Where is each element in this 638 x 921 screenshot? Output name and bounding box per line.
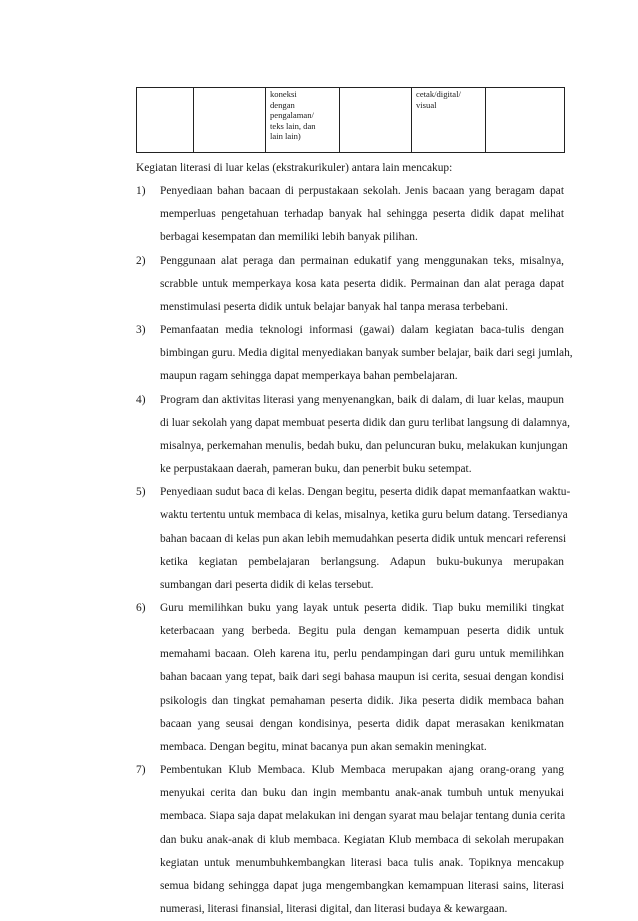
table-cell-line: dengan bbox=[270, 99, 295, 110]
list-item-line: bimbingan guru. Media digital menyediakan banyak sumber belajar, baik dari segi jumlah, bbox=[160, 347, 573, 360]
list-item-number: 4) bbox=[136, 393, 146, 406]
list-item-line: Penggunaan alat peraga dan permainan edukatif yang menggunakan teks, misalnya, bbox=[160, 254, 564, 267]
list-item-line: memperluas pengetahuan terhadap banyak hal sehingga peserta didik dapat melihat bbox=[160, 208, 564, 221]
list-item-line: Pemanfaatan media teknologi informasi (gawai) dalam kegiatan baca-tulis dengan bbox=[160, 324, 564, 337]
list-item bbox=[136, 319, 573, 388]
list-item-line: menyukai cerita dan buku dan ingin membantu anak-anak tumbuh untuk menyukai bbox=[160, 787, 564, 800]
list-item-line: misalnya, perkemahan menulis, bedah buku, dan peluncuran buku, melakukan kunjungan bbox=[160, 439, 568, 452]
list-item-line: bacaan yang seusai dengan kondisinya, peserta didik dapat merasakan kenikmatan bbox=[160, 717, 564, 730]
table-cell-line: teks lain, dan bbox=[270, 120, 316, 131]
table-cell bbox=[412, 88, 486, 153]
list-item-line: dan buku anak-anak di klub membaca. Kegiatan Klub membaca di sekolah merupakan bbox=[160, 833, 564, 846]
table-cell-line: visual bbox=[416, 99, 437, 110]
list-item-line: ke perpustakaan daerah, pameran buku, dan penerbit buku setempat. bbox=[160, 463, 472, 476]
table-cell-line: pengalaman/ bbox=[270, 110, 314, 121]
list-item-line: Program dan aktivitas literasi yang menyenangkan, baik di dalam, di luar kelas, maupun bbox=[160, 393, 564, 406]
list-item-line: numerasi, literasi finansial, literasi digital, dan literasi budaya & kewargaan. bbox=[160, 903, 508, 915]
table-row bbox=[137, 88, 565, 153]
list-item bbox=[136, 759, 564, 921]
list-item-number: 1) bbox=[136, 185, 146, 198]
table-fragment bbox=[136, 87, 565, 153]
list-item-line: membaca. Dengan begitu, minat bacanya pun akan semakin meningkat. bbox=[160, 740, 487, 753]
list-item-line: psikologis dan tingkat pemahaman peserta didik. Jika peserta didik membaca bahan bbox=[160, 694, 564, 707]
list-item-line: sumbangan dari peserta didik di kelas tersebut. bbox=[160, 578, 374, 591]
list-item-line: Pembentukan Klub Membaca. Klub Membaca merupakan ajang orang-orang yang bbox=[160, 764, 564, 777]
table-cell-line: lain lain) bbox=[270, 131, 301, 142]
list-item-line: scrabble untuk memperkaya kosa kata peserta didik. Permainan dan alat peraga dapat bbox=[160, 277, 564, 290]
intro-paragraph: Kegiatan literasi di luar kelas (ekstrakurikuler) antara lain mencakup: bbox=[136, 162, 453, 174]
numbered-list bbox=[136, 180, 573, 921]
list-item bbox=[136, 481, 571, 597]
list-item-line: membaca. Siapa saja dapat melakukan ini dengan syarat mau belajar tentang dunia cerita bbox=[160, 810, 566, 823]
list-item-number: 3) bbox=[136, 324, 146, 337]
list-item bbox=[136, 389, 570, 482]
list-item-line: Guru memilihkan buku yang layak untuk peserta didik. Tiap buku memiliki tingkat bbox=[160, 601, 564, 614]
list-item-number: 7) bbox=[136, 764, 146, 777]
table-cell bbox=[340, 88, 412, 153]
table-cell bbox=[486, 88, 565, 153]
list-item-line: waktu tertentu untuk membaca di kelas, misalnya, ketika guru belum datang. Tersedianya bbox=[160, 509, 568, 522]
table-cell bbox=[266, 88, 340, 153]
list-item-line: Penyediaan bahan bacaan di perpustakaan sekolah. Jenis bacaan yang beragam dapat bbox=[160, 185, 564, 198]
list-item-line: di luar sekolah yang dapat membuat peserta didik dan guru terlibat langsung di dalamnya, bbox=[160, 416, 570, 429]
table-cell-line: koneksi bbox=[270, 89, 297, 99]
list-item-number: 6) bbox=[136, 601, 146, 614]
list-item-line: Penyediaan sudut baca di kelas. Dengan begitu, peserta didik dapat memanfaatkan waktu- bbox=[160, 486, 571, 499]
list-item-line: memahami bacaan. Oleh karena itu, perlu pendampingan dari guru untuk memilihkan bbox=[160, 648, 564, 661]
list-item-line: maupun ragam sehingga dapat memperkaya bahan pembelajaran. bbox=[160, 370, 458, 383]
body-text bbox=[136, 157, 573, 921]
list-item-line: semua bidang sehingga dapat juga mengembangkan kemampuan literasi sains, literasi bbox=[160, 879, 564, 892]
list-item-line: kegiatan untuk menumbuhkembangkan literasi baca tulis anak. Topiknya mencakup bbox=[160, 856, 564, 869]
table-cell-line: cetak/digital/ bbox=[416, 89, 461, 99]
table-cell bbox=[137, 88, 194, 153]
list-item-line: menstimulasi peserta didik untuk belajar banyak hal tanpa merasa terbebani. bbox=[160, 300, 508, 313]
list-item-line: bahan bacaan di kelas pun akan lebih memudahkan peserta didik untuk mencari referensi bbox=[160, 532, 567, 545]
list-item-line: ketika kegiatan pembelajaran berlangsung. Adapun buku-bukunya merupakan bbox=[160, 555, 564, 568]
list-item-line: berbagai kesempatan dan memiliki lebih banyak pilihan. bbox=[160, 231, 418, 244]
list-item bbox=[136, 250, 564, 319]
list-item-line: bahan bacaan yang tepat, baik dari segi bahasa maupun isi cerita, sesuai dengan kondisi bbox=[160, 671, 564, 684]
table-cell bbox=[194, 88, 266, 153]
list-item bbox=[136, 597, 564, 759]
list-item bbox=[136, 180, 564, 249]
list-item-line: keterbacaan yang berbeda. Begitu pula dengan kemampuan peserta didik untuk bbox=[160, 625, 564, 638]
list-item-number: 2) bbox=[136, 254, 146, 267]
list-item-number: 5) bbox=[136, 486, 146, 499]
